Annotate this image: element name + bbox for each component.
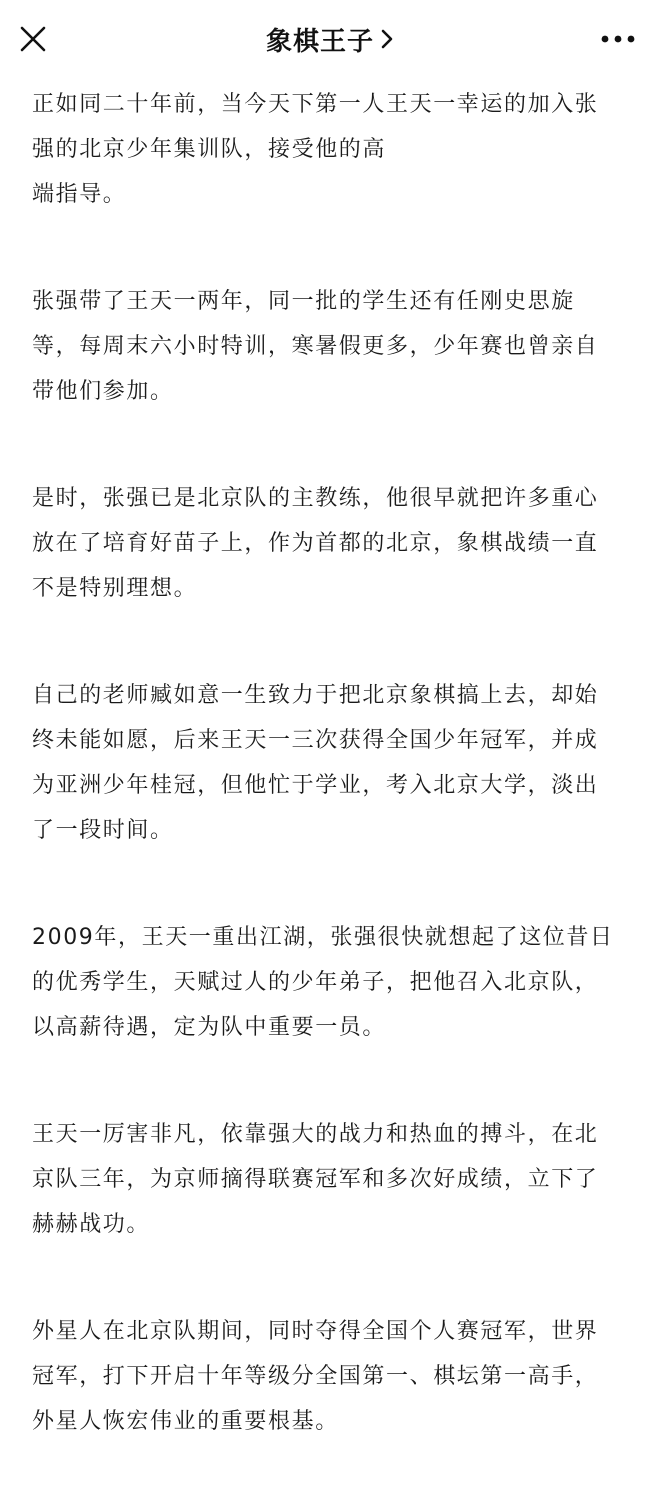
paragraph-line: 强的北京少年集训队，接受他的高 bbox=[32, 137, 387, 162]
paragraph-line: 了一段时间。 bbox=[32, 818, 174, 843]
paragraph-line: 以高薪待遇，定为队中重要一员。 bbox=[32, 1015, 387, 1040]
paragraph-line: 是时，张强已是北京队的主教练，他很早就把许多重心 bbox=[32, 486, 599, 511]
paragraph-line: 赫赫战功。 bbox=[32, 1212, 151, 1237]
paragraph-line: 放在了培育好苗子上，作为首都的北京，象棋战绩一直 bbox=[32, 531, 599, 556]
paragraph-line: 2009年，王天一重出江湖，张强很快就想起了这位昔日 bbox=[32, 925, 614, 950]
paragraph-line: 自己的老师臧如意一生致力于把北京象棋搞上去，却始 bbox=[32, 683, 599, 708]
paragraph bbox=[32, 476, 632, 611]
more-options-button[interactable] bbox=[598, 24, 638, 54]
paragraph-line: 外星人在北京队期间，同时夺得全国个人赛冠军，世界 bbox=[32, 1319, 599, 1344]
paragraph-line: 正如同二十年前，当今天下第一人王天一幸运的加入张 bbox=[32, 92, 599, 117]
paragraph bbox=[32, 82, 632, 217]
chevron-right-icon bbox=[380, 28, 394, 50]
close-button[interactable] bbox=[14, 20, 52, 58]
more-dots-icon bbox=[601, 35, 635, 43]
paragraph bbox=[32, 279, 632, 414]
paragraph-line: 终未能如愿，后来王天一三次获得全国少年冠军，并成 bbox=[32, 728, 599, 753]
paragraph-line: 冠军，打下开启十年等级分全国第一、棋坛第一高手， bbox=[32, 1364, 599, 1389]
paragraph-line: 王天一厉害非凡，依靠强大的战力和热血的搏斗，在北 bbox=[32, 1122, 599, 1147]
paragraph bbox=[32, 673, 632, 853]
account-title-link[interactable] bbox=[266, 21, 394, 58]
page-title: 象棋王子 bbox=[265, 26, 374, 57]
article-body bbox=[32, 82, 632, 1506]
paragraph-line: 为亚洲少年桂冠，但他忙于学业，考入北京大学，淡出 bbox=[32, 773, 599, 798]
nav-bar bbox=[0, 0, 660, 78]
paragraph-line: 等，每周末六小时特训，寒暑假更多，少年赛也曾亲自 bbox=[32, 334, 599, 359]
paragraph-line: 张强带了王天一两年，同一批的学生还有任刚史思旋 bbox=[32, 289, 575, 314]
paragraph bbox=[32, 915, 632, 1050]
close-icon bbox=[20, 26, 46, 52]
paragraph bbox=[32, 1309, 632, 1444]
paragraph bbox=[32, 1112, 632, 1247]
paragraph-line: 外星人恢宏伟业的重要根基。 bbox=[32, 1409, 339, 1434]
paragraph-line: 端指导。 bbox=[32, 182, 127, 207]
paragraph-line: 的优秀学生，天赋过人的少年弟子，把他召入北京队， bbox=[32, 970, 599, 995]
paragraph-line: 带他们参加。 bbox=[32, 379, 174, 404]
paragraph-line: 不是特别理想。 bbox=[32, 576, 198, 601]
paragraph-line: 京队三年，为京师摘得联赛冠军和多次好成绩，立下了 bbox=[32, 1167, 599, 1192]
